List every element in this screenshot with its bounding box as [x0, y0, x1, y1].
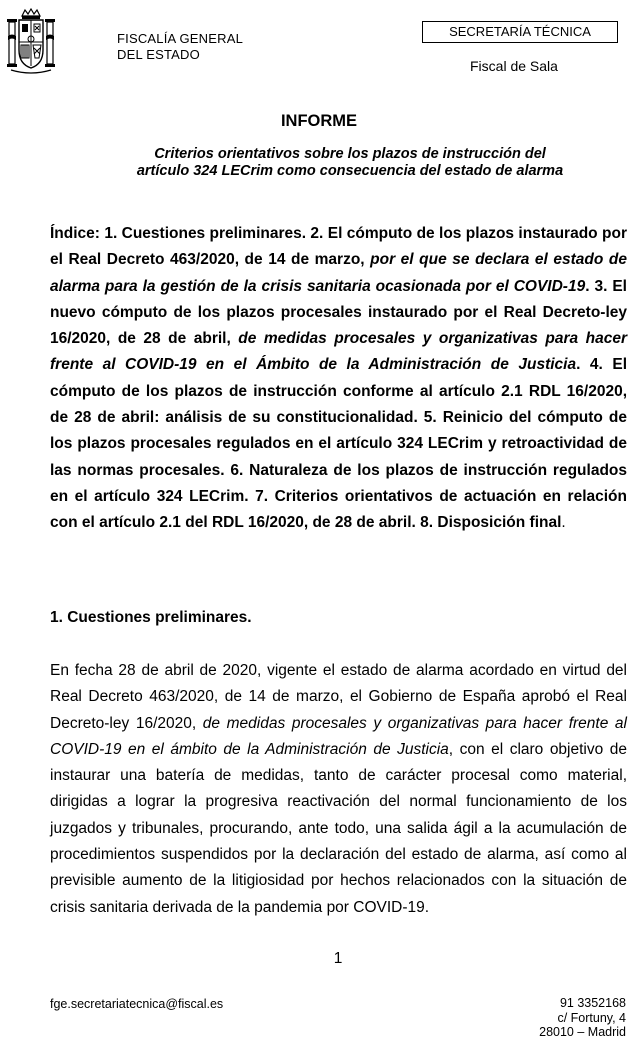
subtitle-line-1: Criterios orientativos sobre los plazos de instrucción del [154, 146, 546, 162]
section-1-heading: 1. Cuestiones preliminares. [50, 609, 252, 626]
paragraph-text-2: , con el claro objetivo de instaurar una batería de medidas, tanto de carácter procesal como material, dirigidas a lograr la progresiva reactivación del normal funcionamiento de los juzgados y tribunales, procurando, ante todo, una salida ágil a la acumulación de procedimientos suspendidos por la declaración del estado de alarma, así como al previsible aumento de la litigiosidad por hechos relacionados con la situación de crisis sanitaria derivada de la pandemia por COVID-19. [50, 740, 627, 916]
secretaria-box: SECRETARÍA TÉCNICA [422, 21, 618, 43]
index-italic-2: de medidas procesales y organizativas para hacer frente al COVID-19 en el Ámbito de la Administración de Justicia [50, 330, 628, 374]
subtitle-line-2: artículo 324 LECrim como consecuencia del estado de alarma [136, 163, 564, 179]
footer-address [539, 996, 626, 1040]
paragraph-italic: de medidas procesales y organizativas para hacer frente al COVID-19 en el ámbito de la Administración de Justicia [50, 714, 627, 758]
index-text-1: Índice: 1. Cuestiones preliminares. 2. El cómputo de los plazos instaurado por el Real Decreto 463/2020, de 14 de marzo, [50, 225, 627, 269]
coat-of-arms-logo [6, 6, 56, 76]
fiscal-de-sala-label: Fiscal de Sala [470, 58, 558, 74]
index-text-2: . 3. El nuevo cómputo de los plazos procesales instaurado por el Real Decreto-ley 16/2020, de 28 de abril, [50, 277, 627, 348]
index-italic-1: por el que se declara el estado de alarma para la gestión de la crisis sanitaria ocasionada por el COVID-19 [50, 251, 627, 295]
footer-city: 28010 – Madrid [539, 1025, 626, 1039]
page-number: 1 [333, 950, 343, 967]
document-subtitle [60, 146, 638, 180]
section-1-paragraph [50, 658, 627, 921]
org-line-2: DEL ESTADO [117, 47, 200, 62]
document-title: INFORME [280, 112, 358, 130]
table-of-contents [50, 221, 627, 537]
paragraph-text-1: En fecha 28 de abril de 2020, vigente el estado de alarma acordado en virtud del Real Decreto 463/2020, de 14 de marzo, el Gobierno de España aprobó el Real Decreto-ley 16/2020, [50, 662, 627, 732]
org-line-1: FISCALÍA GENERAL [117, 31, 244, 46]
footer-street: c/ Fortuny, 4 [557, 1010, 626, 1025]
organization-name [117, 31, 243, 63]
footer-email: fge.secretariatecnica@fiscal.es [50, 997, 224, 1011]
footer-phone: 91 3352168 [559, 996, 626, 1010]
index-end: . [561, 514, 566, 532]
index-text-3: . 4. El cómputo de los plazos de instrucción conforme al artículo 2.1 RDL 16/2020, de 28 de abril: análisis de su constitucionalidad. 5. Reinicio del cómputo de los plazos procesales regulados en el artículo 324 LECrim y retroactividad de las normas procesales. 6. Naturaleza de los plazos de instrucción regulados en el artículo 324 LECrim. 7. Criterios orientativos de actuación en relación con el artículo 2.1 del RDL 16/2020, de 28 de abril. 8. Disposición final [50, 356, 627, 532]
